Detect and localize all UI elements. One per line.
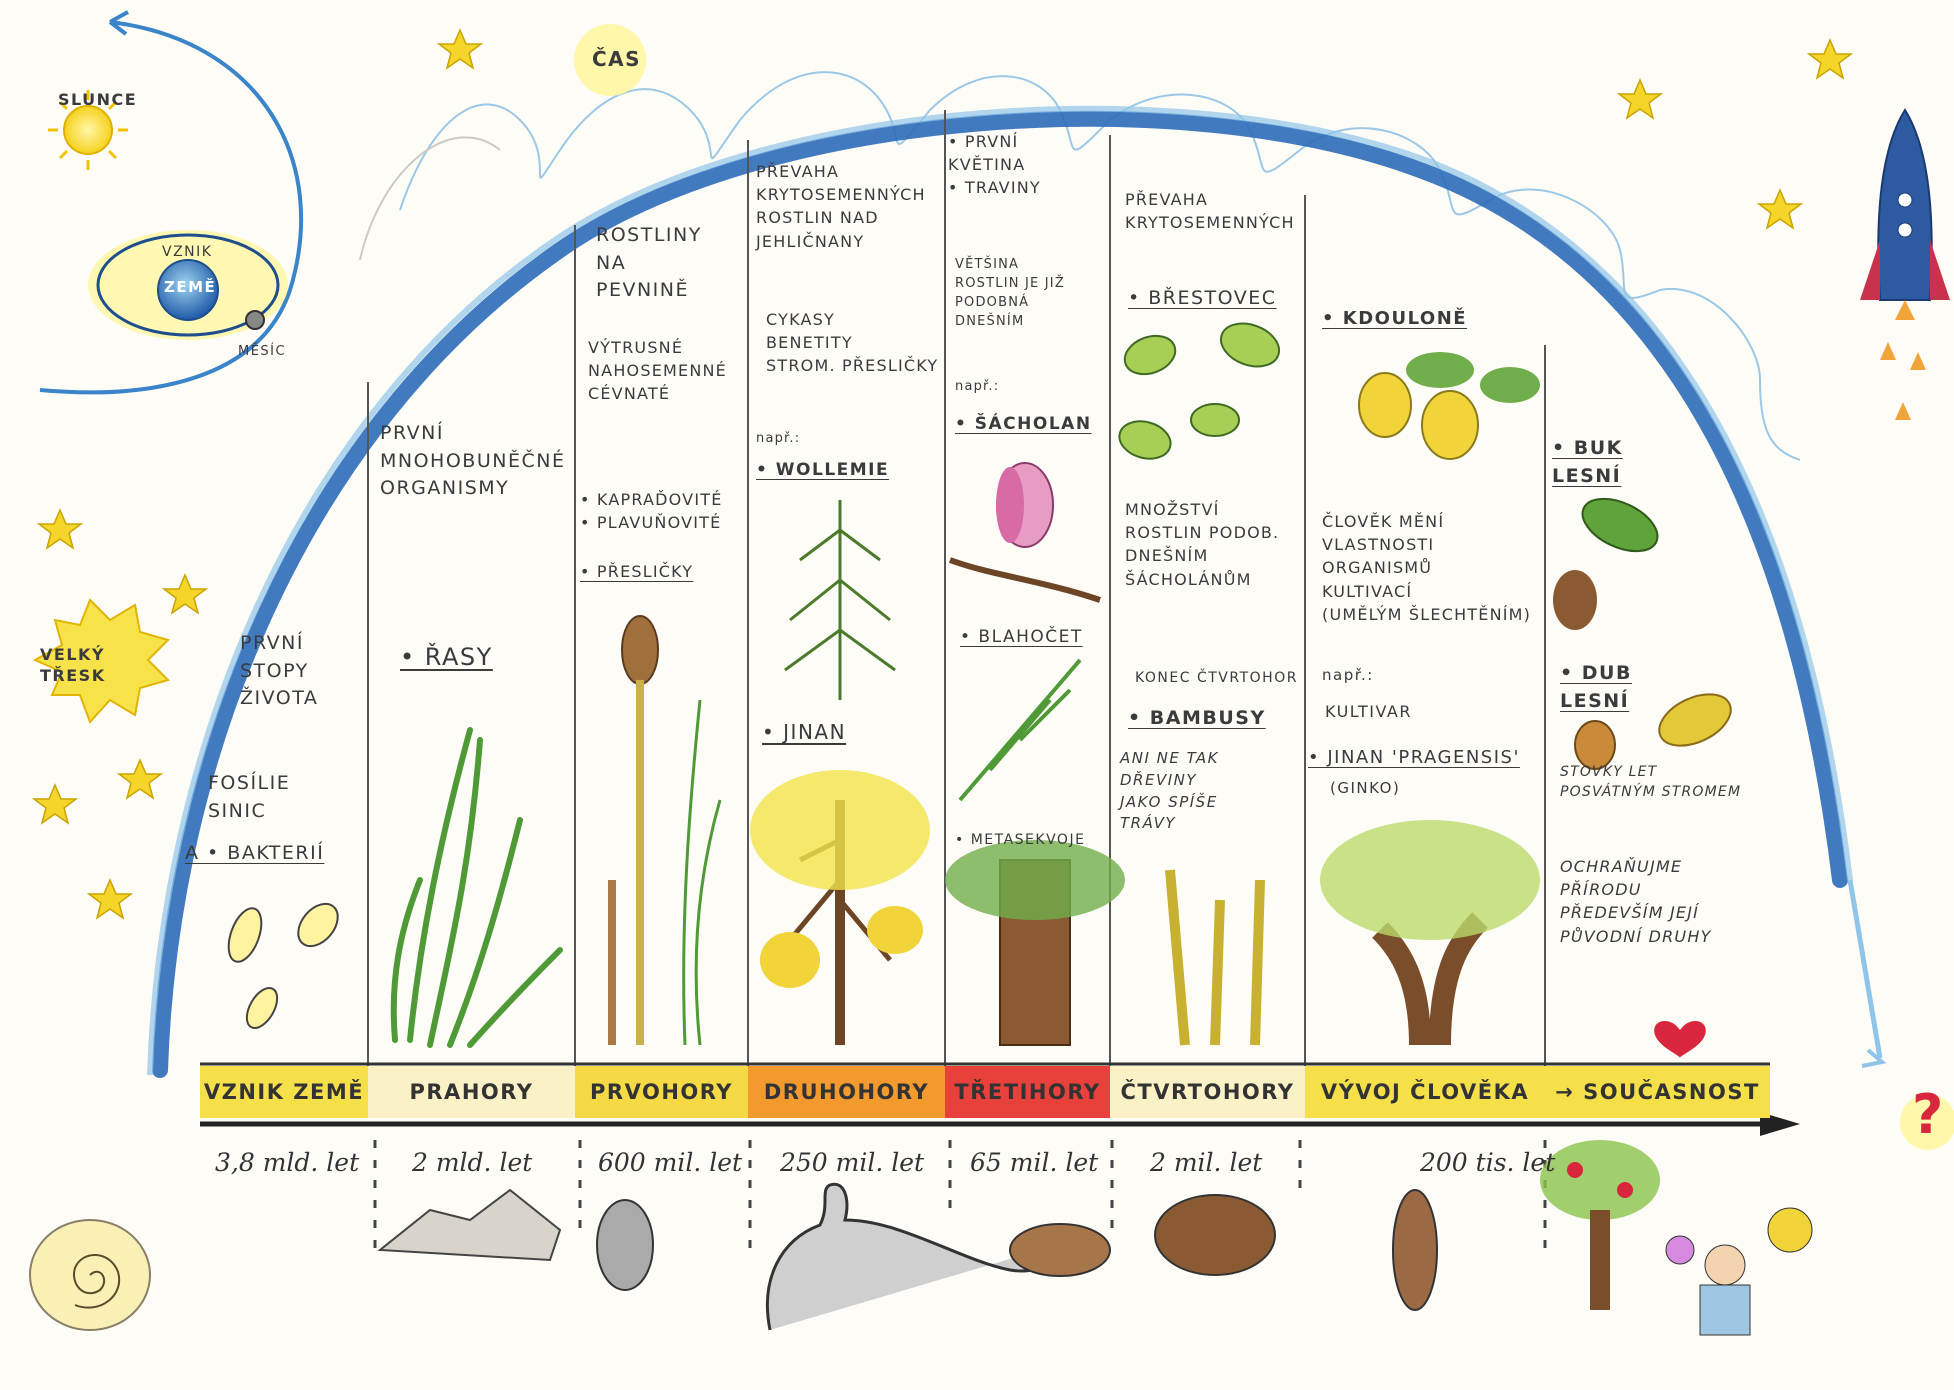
early-human-illustration xyxy=(1393,1190,1437,1310)
duration-tretihory: 65 mil. let xyxy=(970,1148,1099,1177)
magnolia-flower-illustration xyxy=(950,463,1100,600)
mountains-illustration xyxy=(380,1190,560,1260)
col6-text4: • JINAN 'PRAGENSIS' xyxy=(1308,747,1520,768)
rocket-icon xyxy=(1860,110,1950,420)
child-with-balloons-illustration xyxy=(1666,1208,1812,1335)
col2-text1: VÝTRUSNÉ NAHOSEMENNÉ CÉVNATÉ xyxy=(588,338,727,404)
heart-icon xyxy=(1654,1021,1706,1058)
moon-label: MĚSÍC xyxy=(238,344,287,359)
quince-illustration xyxy=(1359,352,1540,459)
col5-text0: PŘEVAHA KRYTOSEMENNÝCH xyxy=(1125,190,1295,233)
col0-text2: A • BAKTERIÍ xyxy=(185,842,325,864)
col0-text0: PRVNÍ STOPY ŽIVOTA xyxy=(240,632,319,710)
col4-text3: • ŠÁCHOLAN xyxy=(955,414,1092,434)
col6-text0: • KDOULONĚ xyxy=(1322,308,1468,329)
trilobite-illustration xyxy=(597,1200,653,1290)
era-soucasnost: → SOUČASNOST xyxy=(1545,1066,1770,1118)
duration-prahory: 2 mld. let xyxy=(412,1148,533,1177)
col0-text1: FOSÍLIE SINIC xyxy=(208,772,291,822)
col2-text2: • KAPRAĎOVITÉ • PLAVUŇOVITÉ xyxy=(580,490,723,533)
col7-text1: • DUB LESNÍ xyxy=(1560,662,1632,712)
big-bang-label: VELKÝ TŘESK xyxy=(40,645,106,685)
sabertooth-cat-illustration xyxy=(1010,1224,1110,1276)
time-label: ČAS xyxy=(592,47,642,71)
question-mark-icon: ? xyxy=(1912,1083,1945,1146)
duration-druhohory: 250 mil. let xyxy=(780,1148,925,1177)
sun-label: SLUNCE xyxy=(58,90,138,109)
col3-text0: PŘEVAHA KRYTOSEMENNÝCH ROSTLIN NAD JEHLIČNANY xyxy=(756,162,926,251)
era-prvohory: PRVOHORY xyxy=(575,1066,748,1118)
col2-text0: ROSTLINY NA PEVNINĚ xyxy=(596,224,702,302)
bamboo-illustration xyxy=(1170,870,1260,1045)
col4-text1: VĚTŠINA ROSTLIN JE JIŽ PODOBNÁ DNEŠNÍM xyxy=(955,257,1065,329)
duration-vznik-zeme: 3,8 mld. let xyxy=(215,1148,360,1177)
dinosaur-illustration xyxy=(767,1184,1048,1330)
col6-text3: KULTIVAR xyxy=(1325,702,1412,721)
col5-text4: • BAMBUSY xyxy=(1128,707,1266,729)
wollemia-illustration xyxy=(785,500,895,700)
col5-text1: • BŘESTOVEC xyxy=(1128,287,1277,309)
mammoth-illustration xyxy=(1155,1195,1275,1275)
ginkgo-tree-illustration xyxy=(750,770,930,1045)
earth-formation-label: VZNIK xyxy=(162,244,213,260)
horsetail-illustration xyxy=(612,616,720,1045)
col3-text3: • WOLLEMIE xyxy=(756,460,890,480)
col5-text2: MNOŽSTVÍ ROSTLIN PODOB. DNEŠNÍM ŠÁCHOLÁNŮM xyxy=(1125,500,1280,589)
col4-text0: • PRVNÍ KVĚTINA • TRAVINY xyxy=(948,132,1041,198)
bacteria-illustration xyxy=(222,896,345,1033)
col5-text3: KONEC ČTVRTOHOR xyxy=(1135,670,1298,686)
col6-text2: např.: xyxy=(1322,666,1374,684)
col7-text3: OCHRAŇUJME PŘÍRODU PŘEDEVŠÍM JEJÍ PŮVODNÍ DRUHY xyxy=(1560,857,1712,946)
col1-text0: PRVNÍ MNOHOBUNĚČNÉ ORGANISMY xyxy=(380,422,566,500)
era-vznik-zeme: VZNIK ZEMĚ xyxy=(200,1066,368,1118)
col6-text5: (GINKO) xyxy=(1330,779,1401,797)
col1-text1: • ŘASY xyxy=(400,643,493,671)
apple-tree-illustration xyxy=(1540,1140,1660,1310)
col7-text0: • BUK LESNÍ xyxy=(1552,437,1623,487)
col3-text1: CYKASY BENETITY STROM. PŘESLIČKY xyxy=(766,310,939,376)
col3-text4: • JINAN xyxy=(762,720,847,744)
hackberry-leaves-illustration xyxy=(1115,316,1285,464)
galaxy-spiral-icon xyxy=(30,1220,150,1330)
ginkgo-cultivar-illustration xyxy=(1320,820,1540,1045)
era-prahory: PRAHORY xyxy=(368,1066,575,1118)
beech-leaf-illustration xyxy=(1553,488,1666,630)
duration-prvohory: 600 mil. let xyxy=(598,1148,743,1177)
era-druhohory: DRUHOHORY xyxy=(748,1066,945,1118)
era-vyvoj-cloveka: VÝVOJ ČLOVĚKA xyxy=(1305,1066,1545,1118)
earth-label: ZEMĚ xyxy=(164,278,217,296)
metasequoia-illustration xyxy=(945,840,1125,1045)
col2-text3: • PŘESLIČKY xyxy=(580,562,694,581)
duration-vyvoj-cloveka: 200 tis. let xyxy=(1420,1148,1556,1177)
col6-text1: ČLOVĚK MĚNÍ VLASTNOSTI ORGANISMŮ KULTIVACÍ (UMĚLÝM ŠLECHTĚNÍM) xyxy=(1322,512,1532,624)
col4-text2: např.: xyxy=(955,379,1000,394)
col7-text2: STOVKY LET POSVÁTNÝM STROMEM xyxy=(1560,764,1742,801)
era-tretihory: TŘETIHORY xyxy=(945,1066,1110,1118)
col4-text4: • BLAHOČET xyxy=(960,627,1083,647)
col5-text5: ANI NE TAK DŘEVINY JAKO SPÍŠE TRÁVY xyxy=(1120,749,1220,833)
algae-illustration xyxy=(394,730,560,1045)
podocarpus-illustration xyxy=(960,660,1080,800)
col3-text2: např.: xyxy=(756,431,801,446)
col4-text5: • METASEKVOJE xyxy=(955,832,1086,848)
era-ctvrtohory: ČTVRTOHORY xyxy=(1110,1066,1305,1118)
duration-ctvrtohory: 2 mil. let xyxy=(1150,1148,1263,1177)
moon-icon xyxy=(246,311,264,329)
